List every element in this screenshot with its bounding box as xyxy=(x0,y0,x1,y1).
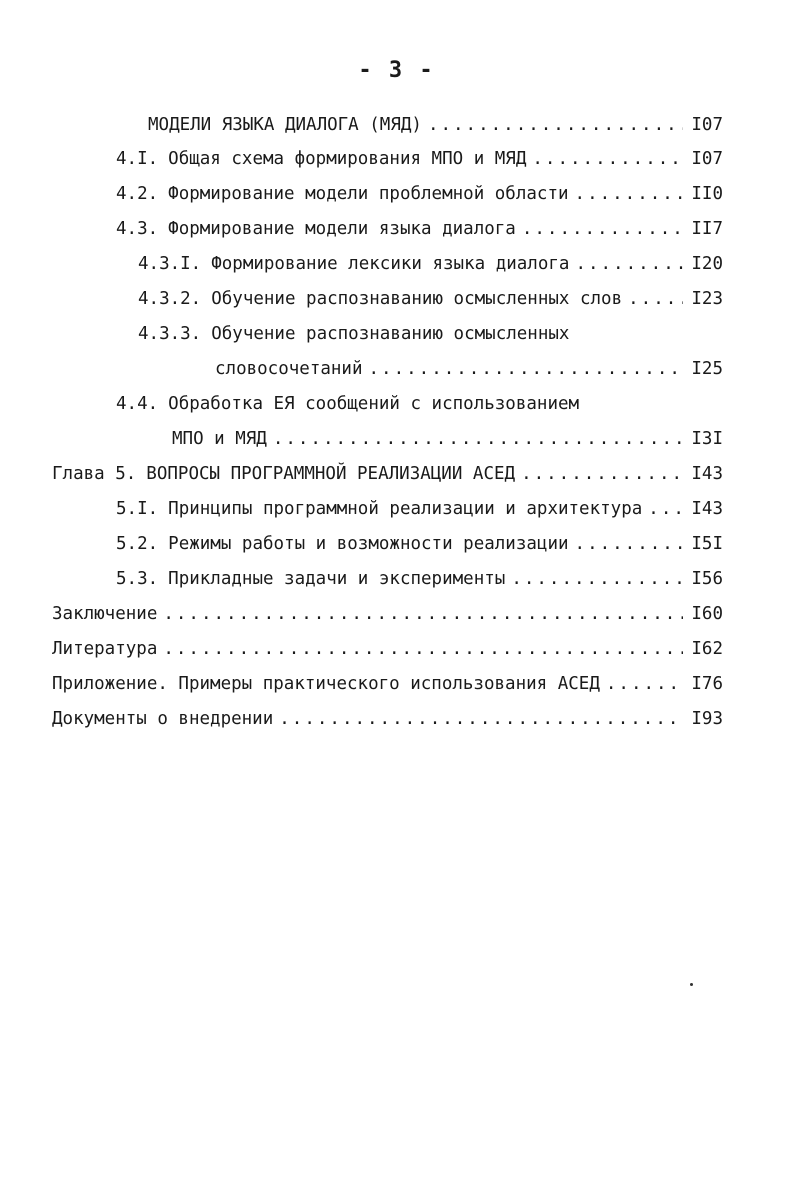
toc-entry-title: Заключение xyxy=(52,604,158,624)
toc-entry xyxy=(138,282,723,316)
toc-entry-page: I56 xyxy=(691,569,723,589)
toc-leader-dots xyxy=(522,212,683,246)
toc-entry xyxy=(116,142,723,176)
toc-entry-page: I60 xyxy=(691,604,723,624)
page-number: - 3 - xyxy=(358,58,435,83)
toc-entry-number: Глава 5. xyxy=(52,464,137,484)
toc-entry-title: словосочетаний xyxy=(215,359,363,379)
toc-entry-page: I23 xyxy=(691,289,723,309)
toc-entry-title: Формирование модели языка диалога xyxy=(168,219,516,239)
toc-entry-page: I93 xyxy=(691,709,723,729)
toc-entry-number: 4.3.2. xyxy=(138,289,202,309)
toc-entry-number: 4.4. xyxy=(116,394,159,414)
toc-entry xyxy=(116,177,723,211)
toc-entry xyxy=(52,667,723,701)
toc-leader-dots xyxy=(163,632,683,666)
toc-entry-title: Обучение распознаванию осмысленных xyxy=(211,324,570,344)
toc-entry-title: Режимы работы и возможности реализации xyxy=(168,534,569,554)
toc-leader-dots xyxy=(575,527,683,561)
toc-entry xyxy=(138,317,723,351)
toc-leader-dots xyxy=(511,562,683,596)
toc-entry-page: I5I xyxy=(691,534,723,554)
toc-entry-number: 4.I. xyxy=(116,149,159,169)
toc-leader-dots xyxy=(628,282,683,316)
toc-entry xyxy=(148,108,723,142)
toc-entry-title: Прикладные задачи и эксперименты xyxy=(168,569,506,589)
toc-entry-title: Литература xyxy=(52,639,158,659)
toc-entry-number: 5.3. xyxy=(116,569,159,589)
toc-entry xyxy=(116,492,723,526)
toc-entry-number: 4.3. xyxy=(116,219,159,239)
toc-entry-continuation xyxy=(215,352,723,386)
toc-entry-title: МОДЕЛИ ЯЗЫКА ДИАЛОГА (МЯД) xyxy=(148,115,422,135)
toc-entry-title: МПО и МЯД xyxy=(172,429,267,449)
toc-leader-dots xyxy=(279,702,683,736)
toc-entry-page: II0 xyxy=(691,184,723,204)
toc-entry-page: I76 xyxy=(691,674,723,694)
toc-leader-dots xyxy=(369,352,683,386)
toc-entry xyxy=(52,702,723,736)
toc-entry-page: I62 xyxy=(691,639,723,659)
toc-entry-title: Приложение. Примеры практического использования АСЕД xyxy=(52,674,600,694)
toc-leader-dots xyxy=(163,597,683,631)
toc-entry-number: 5.2. xyxy=(116,534,159,554)
toc-entry-chapter xyxy=(52,457,723,491)
toc-entry-page: I25 xyxy=(691,359,723,379)
toc-entry xyxy=(52,597,723,631)
toc-entry-page: I3I xyxy=(691,429,723,449)
toc-entry-page: I07 xyxy=(691,149,723,169)
toc-entry xyxy=(116,562,723,596)
toc-entry-page: I20 xyxy=(691,254,723,274)
toc-entry-number: 5.I. xyxy=(116,499,159,519)
toc-leader-dots xyxy=(606,667,683,701)
scan-speck xyxy=(690,983,693,986)
toc-entry-page: I07 xyxy=(691,115,723,135)
toc-entry-continuation xyxy=(172,422,723,456)
toc-entry xyxy=(52,632,723,666)
toc-entry-title: Общая схема формирования МПО и МЯД xyxy=(168,149,527,169)
toc-entry xyxy=(116,387,723,421)
toc-entry-page: I43 xyxy=(691,499,723,519)
toc-entry-title: Обработка ЕЯ сообщений с использованием xyxy=(168,394,580,414)
toc-entry xyxy=(116,527,723,561)
toc-entry-title: Документы о внедрении xyxy=(52,709,274,729)
toc-entry-page: I43 xyxy=(691,464,723,484)
toc-entry-title: Принципы программной реализации и архитектура xyxy=(168,499,643,519)
toc-entry-number: 4.3.3. xyxy=(138,324,202,344)
toc-leader-dots xyxy=(273,422,683,456)
toc-leader-dots xyxy=(428,108,683,142)
toc-entry xyxy=(138,247,723,281)
toc-leader-dots xyxy=(532,142,683,176)
toc-entry-title: ВОПРОСЫ ПРОГРАММНОЙ РЕАЛИЗАЦИИ АСЕД xyxy=(146,464,516,484)
toc-entry-number: 4.3.I. xyxy=(138,254,202,274)
toc-leader-dots xyxy=(521,457,683,491)
toc-entry-page: II7 xyxy=(691,219,723,239)
toc-entry-number: 4.2. xyxy=(116,184,159,204)
toc-leader-dots xyxy=(575,177,683,211)
toc-leader-dots xyxy=(575,247,683,281)
toc-leader-dots xyxy=(648,492,683,526)
toc-entry-title: Формирование модели проблемной области xyxy=(168,184,569,204)
toc-entry-title: Формирование лексики языка диалога xyxy=(211,254,570,274)
toc-entry-title: Обучение распознаванию осмысленных слов xyxy=(211,289,623,309)
toc-entry xyxy=(116,212,723,246)
